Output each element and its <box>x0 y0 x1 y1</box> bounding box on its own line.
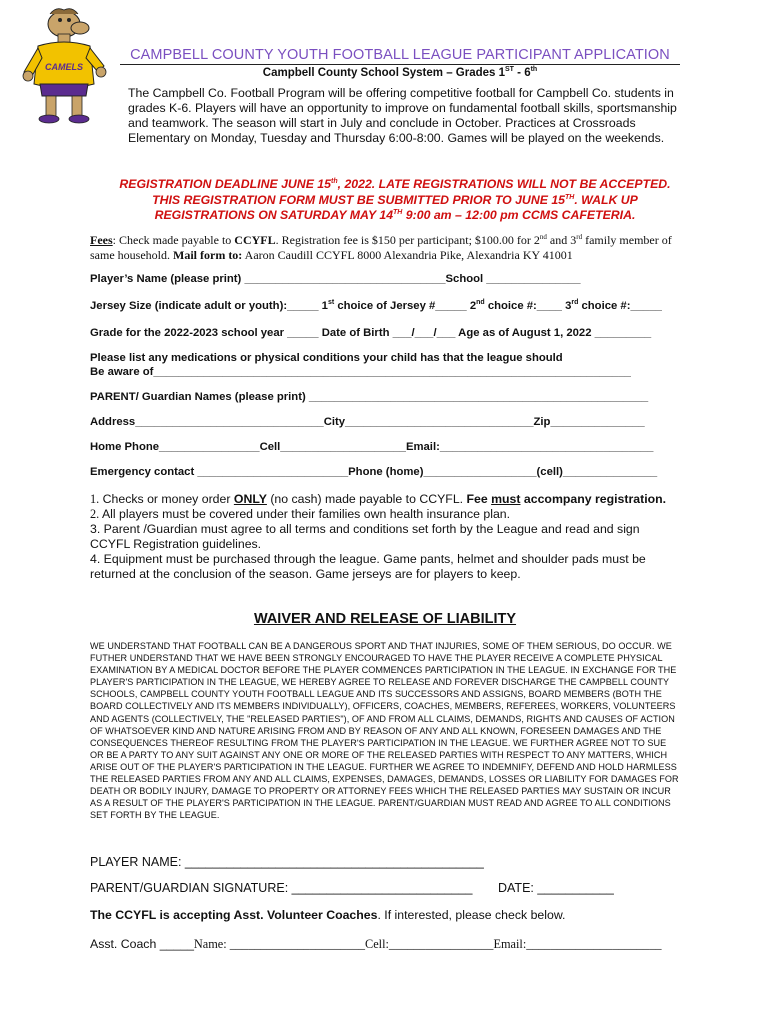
registration-deadline: REGISTRATION DEADLINE JUNE 15th, 2022. LATE REGISTRATIONS WILL NOT BE ACCEPTED. THIS REGISTRATION FORM MUST BE SUBMITTED PRIOR TO JUNE 15TH. WALK UP REGISTRATIONS ON SATURDAY MAY 14TH 9:00 am – 12:00 pm CCMS CAFETERIA. <box>119 177 671 222</box>
rule-2: 2. All players must be covered under their families own health insurance plan. <box>90 507 511 521</box>
grade-dob-field[interactable]: Grade for the 2022-2023 school year _____ Date of Birth ___/___/___ Age as of August 1, 2022 _________ <box>90 327 652 339</box>
form-subtitle: Campbell County School System – Grades 1ST - 6th <box>262 66 538 79</box>
waiver-body: WE UNDERSTAND THAT FOOTBALL CAN BE A DANGEROUS SPORT AND THAT INJURIES, SOME OF THEM SERIOUS, DO OCCUR. WE FUTHER UNDERSTAND THAT WE HAVE BEEN STRONGLY ENCOURAGED TO HAVE THE PLAYER RECEIVE A COMPLETE PHYSICAL EXAMINATION BY A MEDICAL DOCTOR BEFORE THE PLAYER COMMENCES PARTICIPATION IN THE LEAGUE. IN EXCHANGE FOR THE PLAYER'S PARTICIPATION IN THE LEAGUE, WE HEREBY AGREE TO RELEASE AND FOREVER DISCHARGE THE CAMPBELL COUNTY SCHOOLS, CAMPBELL COUNTY YOUTH FOOTBALL LEAGUE AND ITS SUCCESSORS AND ASSIGNS, BOARD MEMBERS (BOTH THE BOARD COLLECTIVELY AND ITS MEMBERS INDIVIDUALLY), OFFICERS, COACHES, MEMBERS, REFEREES, WORKERS, VOLUNTEERS AND AGENTS (COLLECTIVELY, THE "RELEASED PARTIES"), OF AND FROM ALL CLAIMS, DEMANDS, RIGHTS AND CAUSES OF ACTION OF WHATSOEVER KIND AND NATURE ARISING FROM AND BY REASON OF ANY AND ALL KNOWN, FORESEEN DAMAGES AND THE CONSEQUENCES THEREOF RESULTING FROM THE PLAYER'S PARTICIPATION IN THE LEAGUE. WE FURTHER AGREE NOT TO SUE OR BE A PARTY TO ANY SUIT AGAINST ANY ONE OR MORE OF THE RELEASED PARTIES WITH RESPECT TO ANY MATTERS, WHICH ARISE OUT OF THE PLAYER'S PARTICIPATION IN THE LEAGUE. FURTHER WE AGREE TO INDEMNIFY, DEFEND AND HOLD HARMLESS THE RELEASED PARTIES FROM ANY AND ALL CLAIMS, EXPENSES, DAMAGES, DEMANDS, LOSSES OR LIABILITY FOR DAMAGES FOR DEATH OR BODILY INJURY, DAMAGE TO PROPERTY OR ATTORNEY FEES WHICH THE RELEASED PARTIES MAY SUSTAIN OR INCUR AS A RESULT OF THE PLAYER'S PARTICIPATION IN THE LEAGUE. PARENT/GUARDIAN MUST READ AND AGREE TO ALL CONDITIONS SET FORTH BY THE LEAGUE. <box>90 641 679 821</box>
program-intro: The Campbell Co. Football Program will be offering competitive football for Campbell Co. students in grades K-6. Players will have an opportunity to improve on fundamental football skills, sportsmanship and teamwork. The season will start in July and conclude in October. Practices at Crossroads Elementary on Monday, Tuesday and Thursday 6:00-8:00. Games will be played on the weekends. <box>128 86 677 145</box>
camel-mascot-logo <box>20 6 108 126</box>
form-title: CAMPBELL COUNTY YOUTH FOOTBALL LEAGUE PARTICIPANT APPLICATION <box>120 47 680 65</box>
jersey-size-field[interactable]: Jersey Size (indicate adult or youth):_____ 1st choice of Jersey #_____ 2nd choice #:____ 3rd choice #:_____ <box>90 299 662 312</box>
date-field[interactable]: DATE: ___________ <box>498 881 614 895</box>
mascot-text: CAMELS <box>45 62 83 72</box>
phone-email-field[interactable]: Home Phone________________Cell____________________Email:__________________________________ <box>90 441 654 453</box>
player-name-signature-field[interactable]: PLAYER NAME: ___________________________________________ <box>90 855 484 869</box>
emergency-contact-field[interactable]: Emergency contact ________________________Phone (home)__________________(cell)_______________ <box>90 466 658 478</box>
waiver-heading: WAIVER AND RELEASE OF LIABILITY <box>253 611 517 627</box>
asst-coach-field[interactable]: Asst. Coach _____Name: ______________________Cell:_________________Email:______________________ <box>90 937 662 951</box>
medications-label: Please list any medications or physical conditions your child has that the league should <box>90 352 563 364</box>
player-name-field[interactable]: Player’s Name (please print) ________________________________School _______________ <box>90 273 581 285</box>
guardian-signature-field[interactable]: PARENT/GUARDIAN SIGNATURE: __________________________ <box>90 881 473 895</box>
rule-3: 3. Parent /Guardian must agree to all terms and conditions set forth by the League and read and sign CCYFL Registration guidelines. <box>90 522 640 551</box>
volunteer-notice: The CCYFL is accepting Asst. Volunteer Coaches. If interested, please check below. <box>90 908 566 922</box>
registration-rules <box>90 492 680 582</box>
guardian-names-field[interactable]: PARENT/ Guardian Names (please print) ______________________________________________________ <box>90 391 649 403</box>
fees-info: Fees: Check made payable to CCYFL. Registration fee is $150 per participant; $100.00 for 2nd and 3rd family member of same household. Mail form to: Aaron Caudill CCYFL 8000 Alexandria Pike, Alexandria KY 41001 <box>90 233 672 262</box>
address-field[interactable]: Address______________________________City______________________________Zip_______________ <box>90 416 645 428</box>
rule-4: 4. Equipment must be purchased through the league. Game pants, helmet and shoulder pads must be returned at the conclusion of the season. Game jerseys are for players to keep. <box>90 552 646 581</box>
rule-1: 1. Checks or money order ONLY (no cash) made payable to CCYFL. Fee must accompany registration. <box>90 492 667 506</box>
medications-field[interactable]: Be aware of____________________________________________________________________________ <box>90 366 631 378</box>
